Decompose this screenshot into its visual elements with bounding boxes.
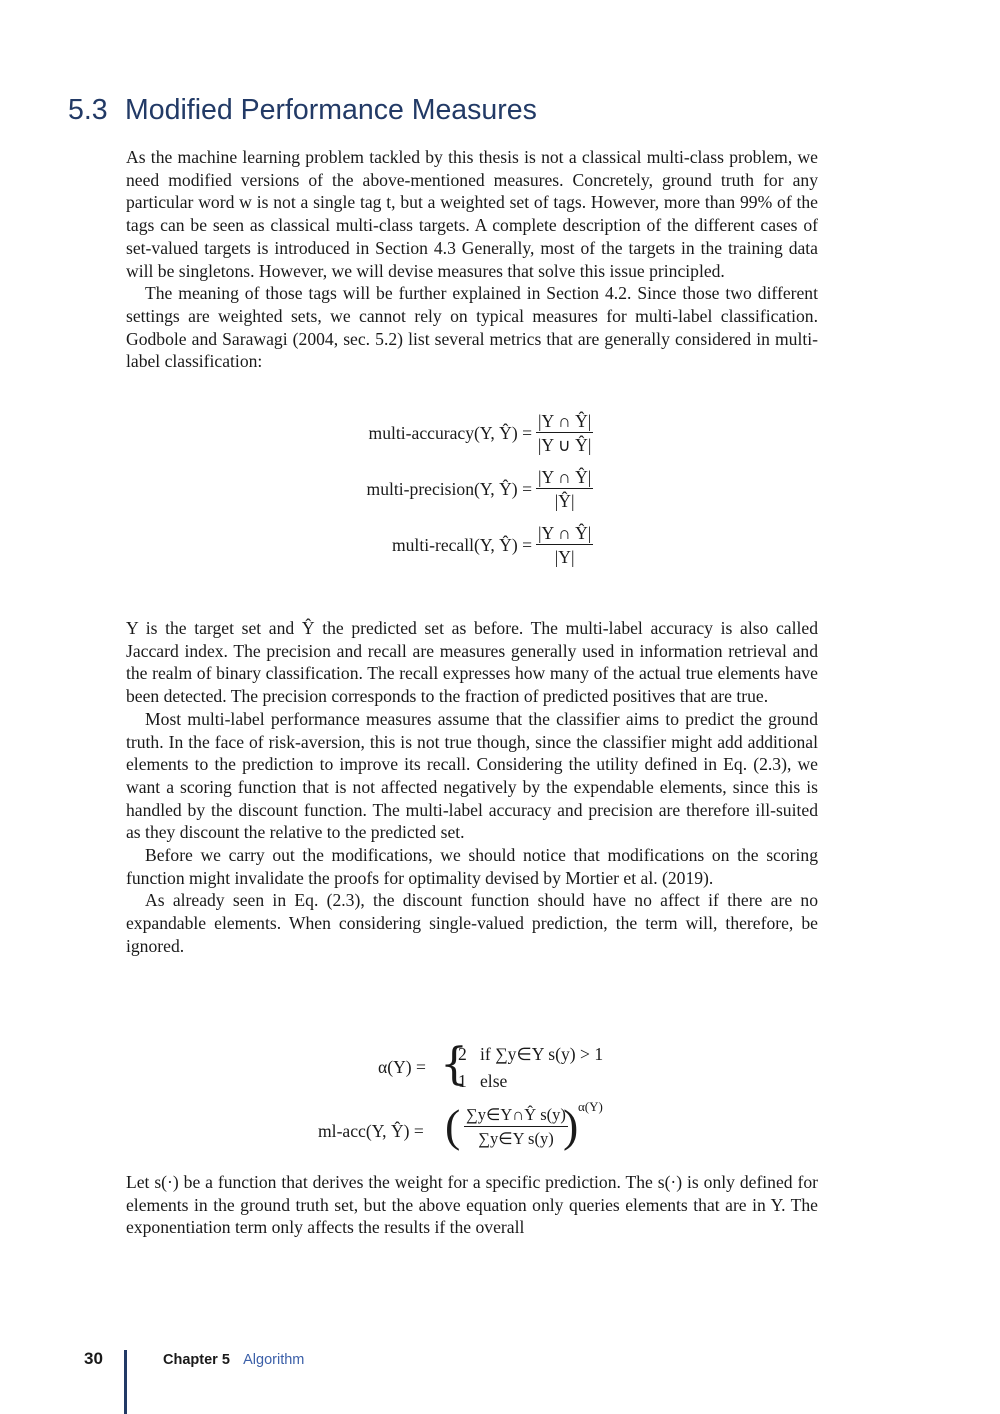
paragraph: As already seen in Eq. (2.3), the discount function should have no affect if there are no expandable elements. When considering single-valued prediction, the term will, therefore, be ignored.	[126, 890, 818, 956]
right-paren: )	[563, 1100, 579, 1151]
fraction	[464, 1104, 568, 1151]
text-block-1	[126, 146, 818, 373]
running-footer	[163, 1352, 304, 1368]
fraction-numerator: |Y ∩ Ŷ|	[538, 523, 592, 543]
equation-lhs: multi-accuracy(Y, Ŷ) =	[368, 423, 532, 443]
page-number: 30	[84, 1349, 103, 1368]
fraction-denominator: |Y|	[554, 547, 575, 567]
text-block-3	[126, 1171, 818, 1239]
paragraph: Let s(·) be a function that derives the weight for a specific prediction. The s(·) is only defined for elements in the ground truth set, but the above equation only queries elements that are in Y. The exponentiation term only affects the results if the overall	[126, 1172, 818, 1238]
section-heading	[68, 94, 537, 127]
section-title: Modified Performance Measures	[125, 94, 537, 126]
equation-multi-recall	[0, 522, 1000, 572]
equation-alpha-case-1: 2 if ∑y∈Y s(y) > 1	[458, 1044, 604, 1064]
equation-multi-accuracy	[0, 410, 1000, 460]
fraction-numerator: ∑y∈Y∩Ŷ s(y)	[464, 1104, 568, 1127]
paragraph: The meaning of those tags will be further explained in Section 4.2. Since those two different settings are weighted sets, we cannot rely on typical measures for multi-label classification. Godbole and Sarawagi (2004, sec. 5.2) list several metrics that are generally considered in multi-label classification:	[126, 283, 818, 372]
equation-alpha-lhs: α(Y) =	[378, 1057, 426, 1077]
equation-group-ml-acc	[0, 1039, 1000, 1162]
fraction-denominator: ∑y∈Y s(y)	[478, 1129, 554, 1148]
equation-group-multilabel	[0, 410, 1000, 570]
exponent: α(Y)	[578, 1099, 603, 1114]
equation-ml-acc-lhs: ml-acc(Y, Ŷ) =	[318, 1121, 424, 1141]
chapter-label: Chapter 5	[163, 1352, 230, 1368]
fraction	[536, 410, 593, 457]
fraction	[536, 466, 593, 513]
text-block-2	[126, 617, 818, 958]
paragraph: As the machine learning problem tackled by this thesis is not a classical multi-class problem, we need modified versions of the above-mentioned measures. Concretely, ground truth for any particular word w is not a single tag t, but a weighted set of tags. However, more than 99% of the tags can be seen as classical multi-class targets. A complete description of the different cases of set-valued targets is introduced in Section 4.3 Generally, most of the targets in the training data will be singletons. However, we will devise measures that solve this issue principled.	[126, 147, 818, 281]
footer-rule	[124, 1350, 127, 1414]
equation-lhs: multi-precision(Y, Ŷ) =	[366, 479, 532, 499]
fraction-numerator: |Y ∩ Ŷ|	[538, 467, 592, 487]
chapter-title: Algorithm	[243, 1352, 305, 1368]
equation-alpha-case-2: 1 else	[458, 1071, 508, 1091]
left-brace: {	[440, 1039, 468, 1090]
fraction-denominator: |Ŷ|	[554, 491, 575, 511]
equation-multi-precision	[0, 466, 1000, 516]
paragraph: Most multi-label performance measures assume that the classifier aims to predict the ground truth. In the face of risk-aversion, this is not true though, since the classifier might add additional elements to the prediction to improve its recall. Considering the utility defined in Eq. (2.3), we want a scoring function that is not affected negatively by the expendable elements, since this is handled by the discount function. The multi-label accuracy and precision are therefore ill-suited as they discount the relative to the predicted set.	[126, 708, 818, 843]
section-number: 5.3	[68, 94, 108, 126]
paragraph: Y is the target set and Ŷ the predicted set as before. The multi-label accuracy is also called Jaccard index. The precision and recall are measures generally used in information retrieval and the realm of binary classification. The recall expresses how many of the actual true elements have been detected. The precision corresponds to the fraction of predicted positives that are true.	[126, 618, 818, 707]
paragraph: Before we carry out the modifications, we should notice that modifications on the scoring function might invalidate the proofs for optimality devised by Mortier et al. (2019).	[126, 845, 818, 888]
equation-lhs: multi-recall(Y, Ŷ) =	[391, 535, 532, 555]
left-paren: (	[445, 1100, 461, 1151]
fraction-numerator: |Y ∩ Ŷ|	[538, 411, 592, 431]
fraction-denominator: |Y ∪ Ŷ|	[537, 435, 592, 455]
fraction	[536, 522, 593, 569]
